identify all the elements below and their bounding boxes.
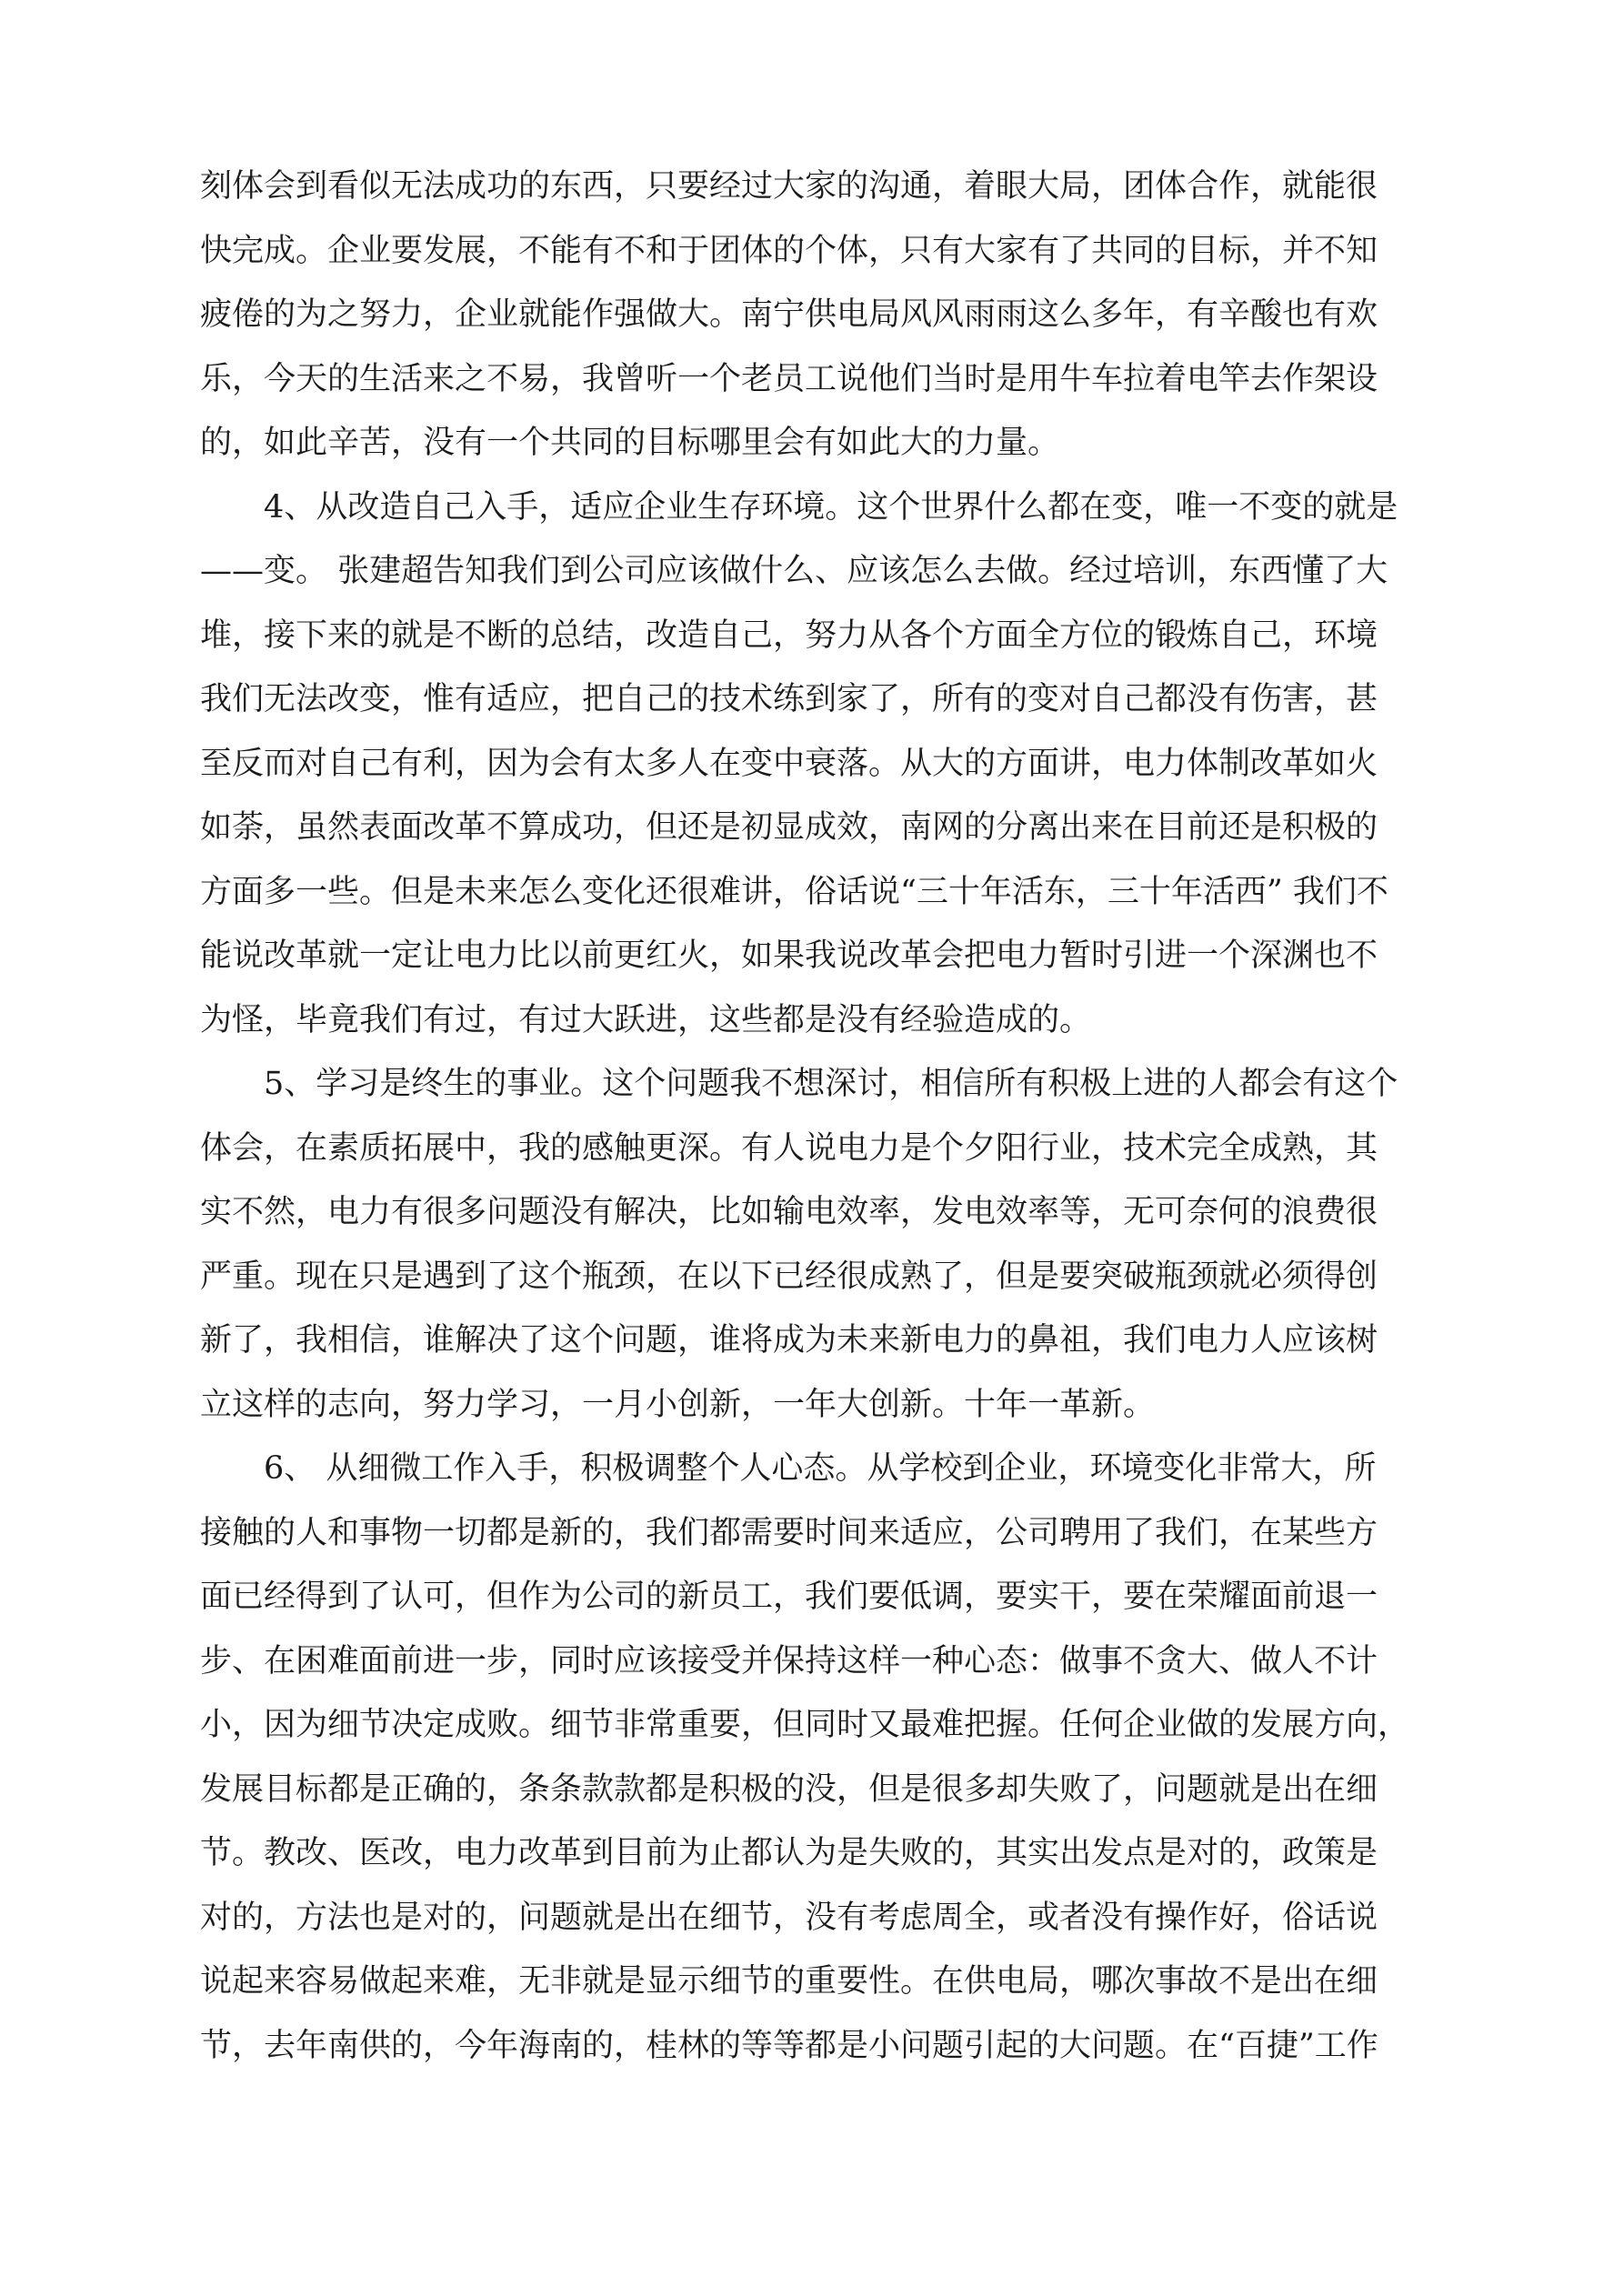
text-line: 接触的人和事物一切都是新的，我们都需要时间来适应，公司聘用了我们，在某些方	[200, 1514, 1378, 1551]
text-line: 步、在困难面前进一步，同时应该接受并保持这样一种心态：做事不贪大、做人不计	[200, 1642, 1378, 1679]
text-line: ——变。 张建超告知我们到公司应该做什么、应该怎么去做。经过培训，东西懂了大	[200, 553, 1388, 589]
text-line: 疲倦的为之努力，企业就能作强做大。南宁供电局风风雨雨这么多年，有辛酸也有欢	[200, 296, 1378, 333]
text-line: 面已经得到了认可，但作为公司的新员工，我们要低调，要实干，要在荣耀面前退一	[200, 1579, 1378, 1615]
text-line: 如荼，虽然表面改革不算成功，但还是初显成效，南网的分离出来在目前还是积极的	[200, 809, 1378, 846]
text-line: 新了，我相信，谁解决了这个问题，谁将成为未来新电力的鼻祖，我们电力人应该树	[200, 1322, 1378, 1359]
text-line: 小，因为细节决定成败。细节非常重要，但同时又最难把握。任何企业做的发展方向，	[200, 1707, 1410, 1743]
text-line: 4、从改造自己入手，适应企业生存环境。这个世界什么都在变，唯一不变的就是	[200, 488, 1398, 526]
text-line: 快完成。企业要发展，不能有不和于团体的个体，只有大家有了共同的目标，并不知	[200, 232, 1378, 269]
text-line: 为怪，毕竟我们有过，有过大跃进，这些都是没有经验造成的。	[200, 1001, 1092, 1038]
text-line: 对的，方法也是对的，问题就是出在细节，没有考虑周全，或者没有操作好，俗话说	[200, 1899, 1378, 1936]
document-body	[200, 155, 1437, 2078]
text-line: 6、 从细微工作入手，积极调整个人心态。从学校到企业，环境变化非常大，所	[200, 1450, 1377, 1487]
text-line: 发展目标都是正确的，条条款款都是积极的没，但是很多却失败了，问题就是出在细	[200, 1770, 1378, 1808]
text-line: 能说改革就一定让电力比以前更红火，如果我说改革会把电力暂时引进一个深渊也不	[200, 937, 1378, 974]
text-line: 说起来容易做起来难，无非就是显示细节的重要性。在供电局，哪次事故不是出在细	[200, 1963, 1378, 2000]
text-line: 刻体会到看似无法成功的东西，只要经过大家的沟通，着眼大局，团体合作，就能很	[200, 168, 1378, 205]
text-line: 我们无法改变，惟有适应，把自己的技术练到家了，所有的变对自己都没有伤害，甚	[200, 681, 1378, 717]
text-line: 实不然，电力有很多问题没有解决，比如输电效率，发电效率等，无可奈何的浪费很	[200, 1194, 1378, 1230]
text-line: 方面多一些。但是未来怎么变化还很难讲，俗话说“三十年活东，三十年活西” 我们不	[200, 873, 1388, 910]
text-line: 立这样的志向，努力学习，一月小创新，一年大创新。十年一革新。	[200, 1386, 1156, 1423]
text-line: 乐，今天的生活来之不易，我曾听一个老员工说他们当时是用牛车拉着电竿去作架设	[200, 360, 1378, 397]
text-line: 5、学习是终生的事业。这个问题我不想深讨，相信所有积极上进的人都会有这个	[200, 1066, 1398, 1102]
text-line: 节。教改、医改，电力改革到目前为止都认为是失败的，其实出发点是对的，政策是	[200, 1835, 1378, 1871]
text-line: 严重。现在只是遇到了这个瓶颈，在以下已经很成熟了，但是要突破瓶颈就必须得创	[200, 1258, 1378, 1295]
text-line: 堆，接下来的就是不断的总结，改造自己，努力从各个方面全方位的锻炼自己，环境	[200, 617, 1378, 654]
text-line: 节，去年南供的，今年海南的，桂林的等等都是小问题引起的大问题。在“百捷”工作	[200, 2027, 1378, 2064]
text-line: 体会，在素质拓展中，我的感触更深。有人说电力是个夕阳行业，技术完全成熟，其	[200, 1129, 1378, 1167]
text-line: 的，如此辛苦，没有一个共同的目标哪里会有如此大的力量。	[200, 425, 1060, 461]
text-line: 至反而对自己有利，因为会有太多人在变中衰落。从大的方面讲，电力体制改革如火	[200, 745, 1378, 782]
